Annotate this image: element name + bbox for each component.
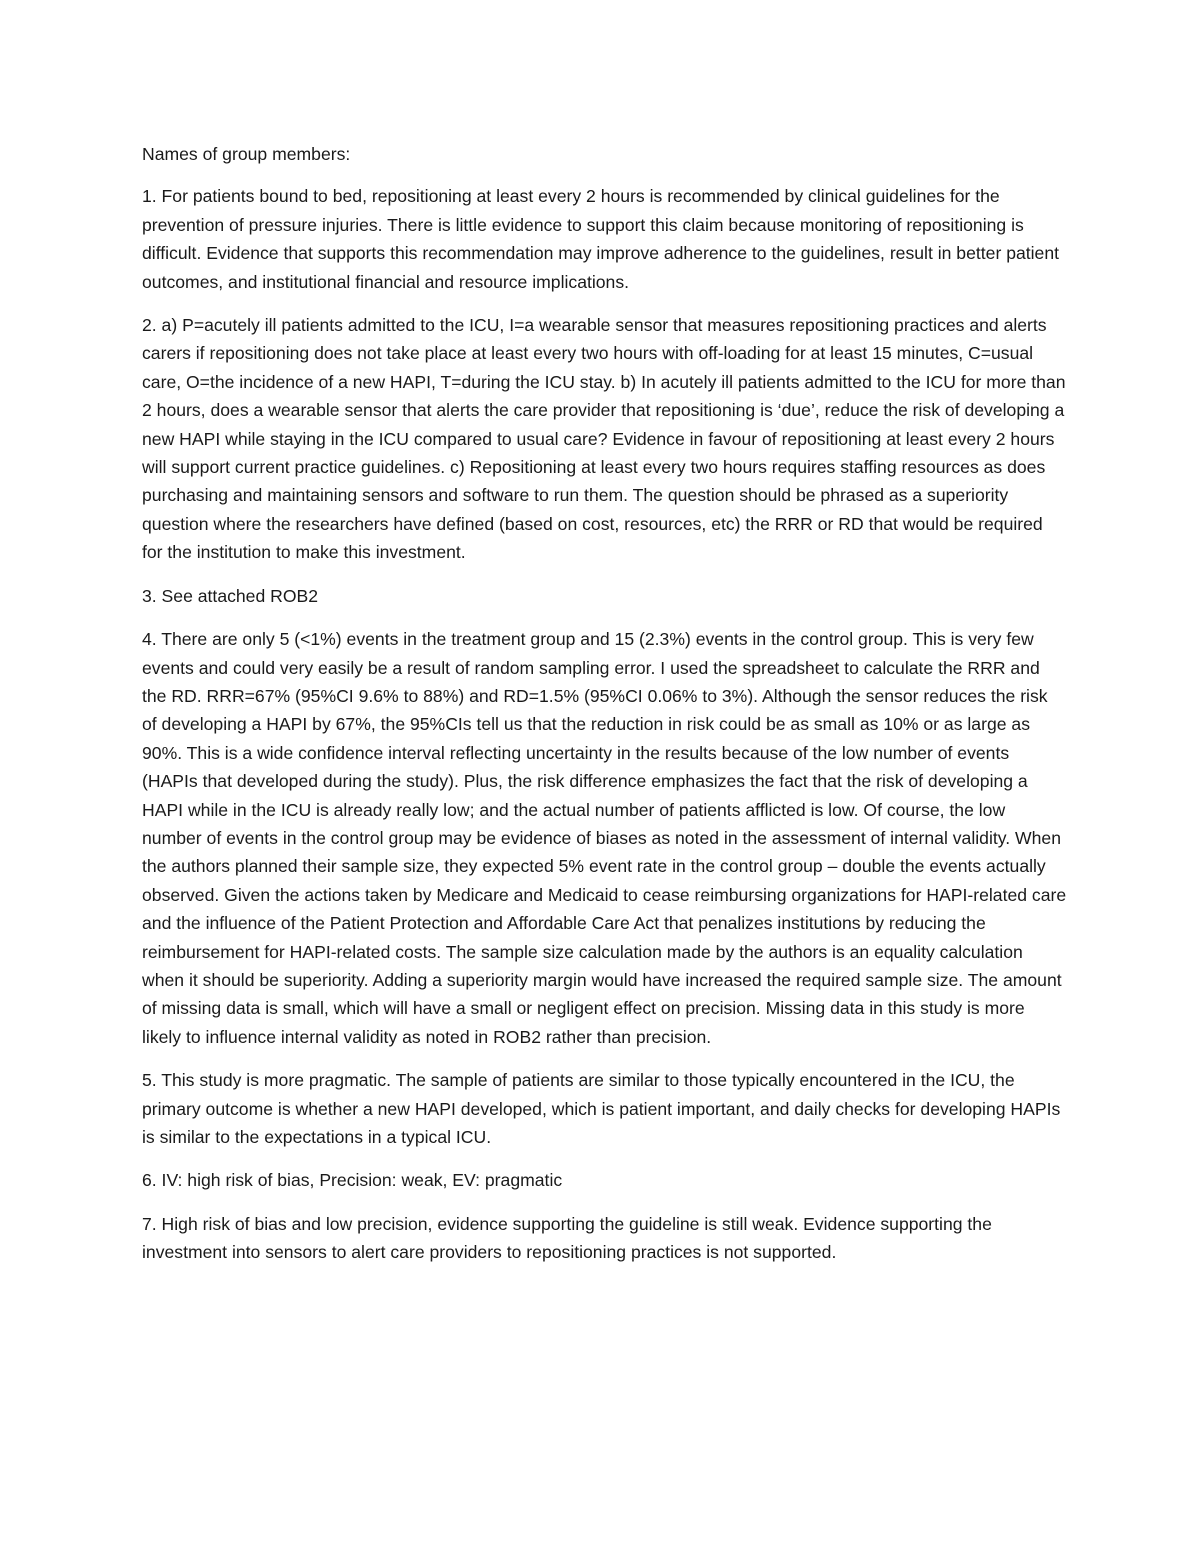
document-body [142,140,1067,1282]
answer-5-paragraph: 5. This study is more pragmatic. The sample of patients are similar to those typically encountered in the ICU, the primary outcome is whether a new HAPI developed, which is patient important, and daily checks for developing HAPIs is similar to the expectations in a typical ICU. [142,1070,1061,1147]
answer-3-paragraph: 3. See attached ROB2 [142,585,319,606]
answer-2-paragraph: 2. a) P=acutely ill patients admitted to the ICU, I=a wearable sensor that measures repositioning practices and alerts carers if repositioning does not take place at least every two hours with off-loading for at least 15 minutes, C=usual care, O=the incidence of a new HAPI, T=during the ICU stay. b) In acutely ill patients admitted to the ICU for more than 2 hours, does a wearable sensor that alerts the care provider that repositioning is ‘due’, reduce the risk of developing a new HAPI while staying in the ICU compared to usual care? Evidence in favour of repositioning at least every 2 hours will support current practice guidelines. c) Repositioning at least every two hours requires staffing resources as does purchasing and maintaining sensors and software to run them. The question should be phrased as a superiority question where the researchers have defined (based on cost, resources, etc) the RRR or RD that would be required for the institution to make this investment. [142,315,1066,563]
answer-4-paragraph: 4. There are only 5 (<1%) events in the treatment group and 15 (2.3%) events in the control group. This is very few events and could very easily be a result of random sampling error. I used the spreadsheet to calculate the RRR and the RD. RRR=67% (95%CI 9.6% to 88%) and RD=1.5% (95%CI 0.06% to 3%). Although the sensor reduces the risk of developing a HAPI by 67%, the 95%CIs tell us that the reduction in risk could be as small as 10% or as large as 90%. This is a wide confidence interval reflecting uncertainty in the results because of the low number of events (HAPIs that developed during the study). Plus, the risk difference emphasizes the fact that the risk of developing a HAPI while in the ICU is already really low; and the actual number of patients afflicted is low. Of course, the low number of events in the control group may be evidence of biases as noted in the assessment of internal validity. When the authors planned their sample size, they expected 5% event rate in the control group – double the events actually observed. Given the actions taken by Medicare and Medicaid to cease reimbursing organizations for HAPI-related care and the influence of the Patient Protection and Affordable Care Act that penalizes institutions by reducing the reimbursement for HAPI-related costs. The sample size calculation made by the authors is an equality calculation when it should be superiority. Adding a superiority margin would have increased the required sample size. The amount of missing data is small, which will have a small or negligent effect on precision. Missing data in this study is more likely to influence internal validity as noted in ROB2 rather than precision. [142,629,1067,1047]
group-members-heading: Names of group members: [142,144,351,164]
answer-7-paragraph: 7. High risk of bias and low precision, evidence supporting the guideline is still weak. Evidence supporting the investment into sensors to alert care providers to repositioning practices is not supported. [142,1213,992,1263]
answer-6-paragraph: 6. IV: high risk of bias, Precision: weak, EV: pragmatic [142,1170,563,1191]
answer-1-paragraph: 1. For patients bound to bed, repositioning at least every 2 hours is recommended by clinical guidelines for the prevention of pressure injuries. There is little evidence to support this claim because monitoring of repositioning is difficult. Evidence that supports this recommendation may improve adherence to the guidelines, result in better patient outcomes, and institutional financial and resource implications. [142,186,1060,292]
